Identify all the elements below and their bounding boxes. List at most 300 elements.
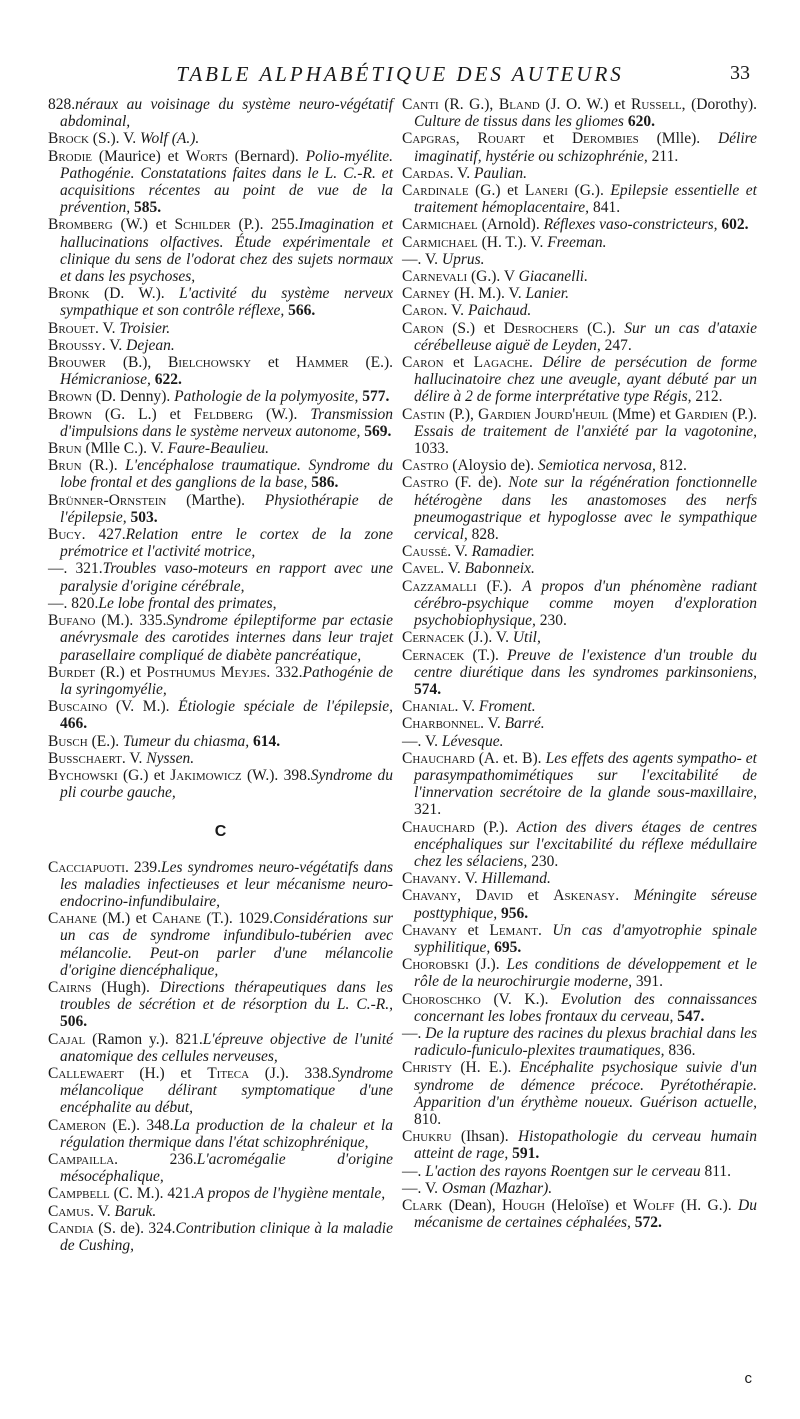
running-title: TABLE ALPHABÉTIQUE DES AUTEURS	[176, 62, 624, 86]
index-entry	[402, 819, 757, 871]
entry-text: .	[528, 354, 543, 372]
index-entry	[402, 1163, 757, 1180]
index-entry	[402, 870, 757, 887]
index-entry	[48, 859, 393, 911]
author-name: Gardien Jourd'heuil	[478, 405, 609, 423]
index-entry	[48, 440, 393, 457]
author-name: Capgras	[402, 130, 456, 148]
entry-text: .	[417, 1162, 426, 1180]
entry-text: . V.	[447, 543, 472, 561]
entry-text: 239.	[133, 858, 162, 876]
author-name: —	[48, 594, 64, 612]
index-entry	[402, 560, 757, 577]
work-title: Faure-Beaulieu.	[167, 440, 269, 458]
author-name: Brock	[48, 130, 89, 148]
page-ref-bold: 466.	[60, 715, 88, 733]
author-name: Brun	[48, 440, 82, 458]
entry-text: 236.	[169, 1150, 197, 1168]
index-entry	[402, 302, 757, 319]
work-title: Uprus.	[441, 250, 485, 268]
index-entry	[48, 560, 393, 594]
entry-text: 338.	[304, 1064, 332, 1082]
author-name: Christy	[402, 1059, 453, 1077]
work-title: Preuve de l'existence d'un trouble du centre diurétique dans les syndromes parkinsoniens,	[414, 646, 757, 681]
work-title: L'encéphalose traumatique. Syndrome du lobe frontal et des ganglions de la base,	[60, 457, 393, 492]
author-name: Canti	[402, 96, 439, 113]
signature-mark: c	[744, 1370, 752, 1387]
entry-text: 335.	[139, 612, 167, 630]
entry-text: 324.	[148, 1219, 176, 1237]
entry-text: (D. Denny).	[91, 388, 175, 406]
author-name: Feldberg	[193, 405, 254, 423]
entry-text: (Ihsan).	[451, 1128, 518, 1146]
work-title: néraux au voisinage du système neuro-végétatif abdominal,	[60, 96, 393, 131]
work-title: Action des divers étages de centres encéphaliques sur l'excitabilité du réflexe médullaire chez les sélaciens,	[414, 818, 757, 870]
author-name: Cernacek	[402, 646, 465, 664]
index-entry	[402, 1128, 757, 1162]
author-name: Cernacek	[402, 629, 465, 647]
page-ref-bold: 506.	[60, 1013, 88, 1031]
work-title: Histopathologie du cerveau humain atteint de rage,	[414, 1128, 757, 1163]
index-entry	[402, 887, 757, 921]
page-ref-bold: 572.	[630, 1214, 662, 1232]
entry-text: (G.) et	[117, 766, 171, 784]
entry-text: (P.).	[727, 405, 757, 423]
entry-text: (P.).	[230, 216, 272, 234]
author-name: Caron	[402, 302, 444, 320]
index-entry	[402, 578, 757, 630]
author-name: Askenasy	[553, 887, 616, 905]
author-name: Caron	[402, 319, 444, 337]
work-title: Contribution clinique à la maladie de Cushing,	[60, 1219, 393, 1254]
work-title: Babonneix.	[464, 560, 535, 578]
entry-text: (Bernard).	[227, 147, 306, 165]
work-title: Giacanelli.	[518, 268, 588, 286]
author-name: Bucy	[48, 526, 82, 544]
index-entry	[48, 406, 393, 440]
page-ref-bold: 620.	[623, 113, 655, 131]
author-name: Cameron	[48, 1116, 107, 1134]
entry-text: (R. G.),	[438, 96, 499, 113]
author-name: Lemant	[489, 921, 538, 939]
work-title: Relation entre le cortex de la zone prémotrice et l'activité motrice,	[60, 526, 393, 561]
author-name: Brown	[48, 405, 92, 423]
author-name: —	[402, 1024, 418, 1042]
work-title: Essais de traitement de l'anxiété par la vagotonine,	[414, 422, 757, 440]
index-entry	[402, 320, 757, 354]
work-title: De la rupture des racines du plexus brachial dans les radiculo-funiculo-plexites traumatiques,	[414, 1024, 758, 1060]
work-title: Osman (Mazhar).	[441, 1179, 553, 1197]
author-name: Broussy	[48, 336, 102, 354]
work-title: Lévesque.	[441, 732, 504, 750]
author-name: Candia	[48, 1219, 94, 1237]
author-name: Carnevali	[402, 268, 468, 286]
entry-text: . V.	[417, 732, 442, 750]
entry-text: (G. L.) et	[91, 405, 194, 423]
index-entry	[48, 337, 393, 354]
index-entry	[402, 1059, 757, 1128]
index-entry	[402, 543, 757, 560]
page-number: 33	[730, 62, 750, 84]
entry-text: 841.	[589, 199, 621, 217]
entry-text: (P.).	[474, 818, 517, 836]
work-title: Froment.	[478, 698, 536, 716]
work-title: La production de la chaleur et la régulation thermique dans l'état schizophrénique,	[60, 1116, 393, 1151]
index-entry	[48, 320, 393, 337]
entry-text: (J. O. W.) et	[539, 96, 631, 113]
author-name: Lagache	[473, 354, 529, 372]
entry-text: (Mlle C.). V.	[81, 440, 168, 458]
entry-text: . V.	[443, 302, 468, 320]
work-title: Méningite séreuse posttyphique,	[414, 887, 758, 922]
author-name: Chavany	[402, 887, 458, 905]
author-name: Chukru	[402, 1128, 452, 1146]
author-name: Chauchard	[402, 749, 475, 767]
page-ref-bold: 956.	[497, 904, 529, 922]
work-title: Util,	[512, 629, 541, 647]
author-name: Russell	[630, 96, 682, 113]
work-title: Wolf (A.).	[140, 130, 200, 148]
entry-text: 810.	[414, 1110, 442, 1128]
author-name: Caussé	[402, 543, 448, 561]
entry-text: (H. M.). V.	[450, 285, 526, 303]
entry-text: (E.).	[87, 732, 123, 750]
entry-text: (D. W.).	[89, 285, 180, 303]
entry-text: (Mme) et	[608, 405, 676, 423]
entry-text: (T.).	[201, 910, 239, 928]
entry-text: .	[417, 1024, 426, 1042]
entry-text: (M.) et	[96, 910, 153, 928]
page-ref-bold: 569.	[360, 422, 392, 440]
entry-text: (F.).	[476, 577, 523, 595]
author-name: Carney	[402, 285, 451, 303]
index-entry	[402, 96, 757, 130]
entry-text: .	[63, 594, 72, 612]
entry-text: .	[615, 887, 634, 905]
index-entry	[402, 457, 757, 474]
author-name: Bychowski	[48, 766, 118, 784]
entry-text: 212.	[691, 388, 723, 406]
index-entry	[402, 354, 757, 406]
entry-text: 230.	[535, 612, 567, 630]
author-name: Cardas	[402, 164, 450, 182]
author-name: —	[48, 560, 64, 578]
index-entry	[48, 664, 393, 698]
entry-text: . V.	[457, 870, 482, 888]
entry-text: (C.).	[578, 319, 625, 337]
author-name: Hough	[501, 1197, 545, 1214]
author-name: Brünner-Ornstein	[48, 491, 167, 509]
work-title: Note sur la régénération fonctionnelle hétérogène dans les anastomoses des nerfs pneumogastrique et hypoglosse avec le sympathique cervical,	[414, 474, 757, 544]
work-title: Lanier.	[525, 285, 569, 303]
index-entry	[48, 388, 393, 405]
right-column	[402, 96, 757, 1231]
entry-text: et	[525, 130, 572, 148]
entry-text: . V.	[101, 336, 127, 354]
author-name: Posthumus Meyjes	[146, 663, 267, 681]
work-title: Du mécanisme de certaines céphalées,	[414, 1197, 757, 1232]
index-entry	[48, 457, 393, 491]
work-title: Pathologie de la polymyosite,	[174, 388, 359, 406]
index-entry	[48, 526, 393, 560]
author-name: Chanial	[402, 698, 455, 716]
page-ref-bold: 614.	[249, 732, 281, 750]
entry-text: (Aloysio de).	[448, 457, 538, 475]
work-title: Troubles vaso-moteurs en rapport avec une paralysie d'origine cérébrale,	[60, 560, 393, 595]
entry-text: 821.	[175, 1030, 203, 1048]
work-title: Paichaud.	[467, 302, 532, 320]
work-title: Les effets des agents sympatho- et parasympathomimétiques sur l'excitabilité de l'innervation secrétoire de la glande sous-maxillaire,	[414, 749, 757, 802]
index-entry	[402, 130, 757, 164]
entry-text: 828.	[467, 526, 499, 544]
author-name: Desrochers	[503, 319, 579, 337]
page-ref-bold: 547.	[673, 1007, 705, 1025]
work-title: Evolution des connaissances concernant les lobes frontaux du cerveau,	[414, 990, 757, 1025]
author-name: Jakimowicz	[170, 766, 242, 784]
work-title: Réflexes vaso-constricteurs,	[543, 216, 718, 234]
entry-text: (Arnold).	[477, 216, 544, 234]
entry-text: (H. T.). V.	[477, 233, 548, 251]
work-title: Hémicraniose,	[60, 371, 151, 389]
index-entry	[48, 595, 393, 612]
entry-text: (S.). V.	[88, 130, 141, 148]
author-name: Carmichael	[402, 216, 478, 234]
index-entry	[48, 1065, 393, 1117]
work-title: Délire de persécution de forme hallucinatoire chez une aveugle, ayant débuté par un délire à 2 de forme interprétative type Régis,	[414, 354, 758, 406]
entry-text: .	[81, 526, 99, 544]
work-title: Le lobe frontal des primates,	[98, 594, 277, 612]
index-entry	[402, 629, 757, 646]
entry-text: (Mlle).	[638, 130, 718, 148]
entry-text: 398.	[283, 766, 311, 784]
entry-text: (W.).	[253, 405, 311, 423]
work-title: Tumeur du chiasma,	[122, 732, 250, 750]
author-name: Clark	[402, 1197, 443, 1214]
entry-text: (E.).	[348, 354, 393, 372]
entry-text: 1033.	[414, 440, 449, 458]
entry-text: et	[251, 354, 296, 372]
entry-text: (J.).	[249, 1064, 305, 1082]
index-entry	[402, 251, 757, 268]
entry-text: 427.	[98, 526, 126, 544]
entry-text: et	[443, 354, 474, 372]
entries-c-right	[402, 96, 757, 1231]
entry-text: .	[266, 663, 276, 681]
index-entry	[48, 1031, 393, 1065]
work-title: Délire imaginatif, hystérie ou schizophrénie,	[414, 130, 757, 165]
author-name: Rouart	[477, 130, 526, 148]
index-entry	[48, 148, 393, 217]
author-name: Chauchard	[402, 818, 475, 836]
entry-text: 421.	[167, 1185, 195, 1203]
index-entry	[48, 130, 393, 147]
entry-text: 1029.	[238, 910, 274, 928]
author-name: Bland	[498, 96, 540, 113]
page-ref-bold: 585.	[130, 199, 162, 217]
work-title: Polio-myélite. Pathogénie. Constatations faites dans le L. C.-R. et acquisitions récentes au point de vue de la prévention,	[60, 147, 393, 217]
work-title: Ramadier.	[471, 543, 535, 561]
work-title: Transmission d'impulsions dans le système nerveux autonome,	[60, 405, 394, 440]
index-entry	[48, 1203, 393, 1220]
author-name: Cavel	[402, 560, 441, 578]
entry-text: .	[63, 560, 76, 578]
work-title: Pathogénie de la syringomyélie,	[60, 663, 393, 698]
page-ref-bold: 591.	[508, 1145, 540, 1163]
author-name: Brouet	[48, 319, 96, 337]
author-name: Carmichael	[402, 233, 478, 251]
author-name: Busschaert	[48, 749, 122, 767]
author-name: Castin	[402, 405, 445, 423]
author-name: —	[402, 250, 418, 268]
index-entry	[402, 750, 757, 819]
work-title: Epilepsie essentielle et traitement hémoplacentaire,	[414, 182, 757, 217]
work-title: Les syndromes neuro-végétatifs dans les maladies infectieuses et leur mécanisme neuro-endocrino-infundibulaire,	[60, 858, 393, 910]
work-title: Syndrome du pli courbe gauche,	[60, 766, 394, 802]
work-title: Un cas d'amyotrophie spinale syphilitique,	[414, 921, 758, 956]
work-title: Nyssen.	[146, 749, 195, 767]
index-entry	[402, 991, 757, 1025]
entry-text: 811.	[700, 1162, 732, 1180]
index-entry	[402, 715, 757, 732]
entry-text: 391.	[631, 973, 663, 991]
index-entry	[402, 182, 757, 216]
author-name: Gardien	[675, 405, 728, 423]
entry-text: (E.).	[106, 1116, 147, 1134]
running-header	[0, 48, 800, 88]
author-name: Wolff	[633, 1197, 675, 1214]
entry-text: (J.). V.	[464, 629, 513, 647]
entry-text: 820.	[71, 594, 99, 612]
entry-text: . V.	[480, 715, 505, 733]
work-title: L'action des rayons Roentgen sur le cerveau	[425, 1162, 701, 1180]
entry-text: .	[537, 921, 553, 939]
index-entry	[402, 647, 757, 699]
work-title: Freeman.	[547, 233, 607, 251]
author-name: Campbell	[48, 1185, 110, 1203]
work-title: Baruk.	[114, 1202, 157, 1220]
author-name: Brouwer	[48, 354, 107, 372]
entry-text: (W.) et	[112, 216, 175, 234]
entry-text: (Dean),	[442, 1197, 502, 1214]
author-name: Worts	[185, 147, 228, 165]
index-entry	[48, 285, 393, 319]
entry-text: 321.	[414, 801, 442, 819]
author-name: Bielchowsky	[168, 354, 252, 372]
author-name: Buscaino	[48, 698, 108, 716]
page-ref-bold: 566.	[284, 302, 316, 320]
entry-text: 321.	[75, 560, 103, 578]
index-entry	[48, 750, 393, 767]
entry-text: (M.).	[95, 612, 140, 630]
index-entry	[402, 216, 757, 233]
entry-text: 211.	[647, 147, 679, 165]
author-name: David	[475, 887, 513, 905]
work-title: Syndrome mélancolique délirant symptomatique d'une encéphalite au début,	[60, 1064, 394, 1117]
entry-text: (B.),	[106, 354, 169, 372]
entries-b-continued	[48, 96, 393, 801]
index-entry	[402, 474, 757, 543]
index-entry	[402, 1180, 757, 1197]
entry-text: 255.	[271, 216, 299, 234]
author-name: Chorobski	[402, 956, 469, 974]
entry-text: .	[124, 858, 134, 876]
index-entry	[402, 268, 757, 285]
author-name: Castro	[402, 474, 449, 492]
page-ref-bold: 503.	[126, 508, 158, 526]
entry-text: 828.	[48, 96, 76, 113]
entry-text: . V.	[95, 319, 120, 337]
index-entry	[48, 1185, 393, 1202]
entry-text: (C. M.).	[109, 1185, 168, 1203]
entry-text: . V.	[121, 749, 147, 767]
entry-text: (V. K.).	[480, 990, 562, 1008]
entry-text: 230.	[527, 852, 559, 870]
work-title: Imagination et hallucinations olfactives. Étude expérimentale et clinique du sens de l'odorat chez des sujets normaux et dans les psychoses,	[60, 216, 393, 286]
entry-text: ,	[455, 130, 478, 148]
index-entry	[48, 354, 393, 388]
work-title: A propos de l'hygiène mentale,	[194, 1185, 386, 1203]
author-name: Cazzamalli	[402, 577, 477, 595]
entry-text: . V.	[90, 1202, 115, 1220]
entry-text: (S.) et	[443, 319, 504, 337]
work-title: Hillemand.	[481, 870, 551, 888]
author-name: Choroschko	[402, 990, 481, 1008]
page-ref-bold: 602.	[717, 216, 749, 234]
entry-text: (G.). V	[467, 268, 519, 286]
index-entry	[48, 216, 393, 285]
work-title: Étiologie spéciale de l'épilepsie,	[178, 698, 393, 716]
author-name: Busch	[48, 732, 88, 750]
entry-text: .	[114, 1150, 170, 1168]
entry-text: 332.	[275, 663, 303, 681]
work-title: L'acromégalie d'origine mésocéphalique,	[60, 1150, 393, 1186]
work-title: Sur un cas d'ataxie cérébelleuse aiguë de Leyden,	[414, 319, 757, 354]
index-entry	[48, 1220, 393, 1254]
entries-c-left	[48, 859, 393, 1255]
entry-text: (H. G.).	[674, 1197, 739, 1214]
entry-text: (J.).	[468, 956, 507, 974]
work-title: L'épreuve objective de l'unité anatomique des cellules nerveuses,	[60, 1030, 394, 1065]
entry-text: (Marthe).	[166, 491, 265, 509]
author-name: Laneri	[524, 182, 568, 200]
author-name: Cacciapuoti	[48, 858, 125, 876]
work-title: Troisier.	[119, 319, 171, 337]
index-entry	[48, 910, 393, 979]
entry-text: (H.) et	[123, 1064, 208, 1082]
work-title: Barré.	[504, 715, 545, 733]
author-name: —	[402, 732, 418, 750]
entry-text: ,	[457, 887, 476, 905]
author-name: Cahane	[48, 910, 97, 928]
page-ref-bold: 574.	[414, 680, 442, 698]
work-title: Physiothérapie de l'épilepsie,	[60, 491, 393, 526]
entry-text: 247.	[600, 336, 632, 354]
entry-text: . V.	[454, 698, 479, 716]
entry-text: 836.	[664, 1042, 696, 1060]
index-entry	[402, 285, 757, 302]
entry-text: . V.	[440, 560, 465, 578]
author-name: Cardinale	[402, 182, 469, 200]
index-entry	[48, 733, 393, 750]
entry-text: . V.	[417, 1179, 442, 1197]
entry-text: . V.	[417, 250, 442, 268]
author-name: Caron	[402, 354, 444, 372]
entry-text: (S. de).	[93, 1219, 149, 1237]
entry-text: (A. et. B).	[474, 749, 546, 767]
entry-text: (Ramon y.).	[85, 1030, 176, 1048]
entry-text: (H. E.).	[452, 1059, 520, 1077]
left-column	[48, 96, 393, 1254]
